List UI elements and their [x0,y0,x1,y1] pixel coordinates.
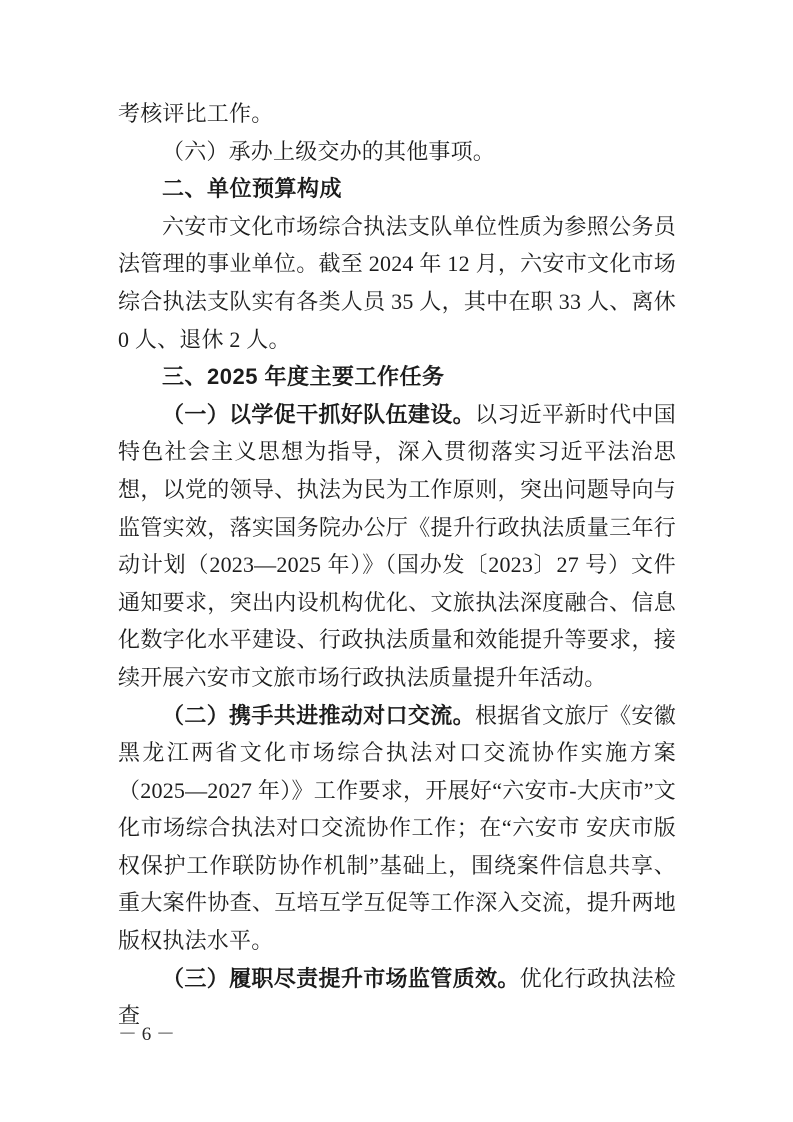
paragraph [118,358,676,396]
paragraph-lead: （二）携手共进推动对口交流。 [162,702,475,728]
document-body [118,95,676,1035]
page-number: － 6 － [118,1024,176,1045]
paragraph [118,95,676,133]
paragraph [118,960,676,1035]
paragraph [118,170,676,208]
paragraph-text: 六安市文化市场综合执法支队单位性质为参照公务员法管理的事业单位。截至 2024 年 12 月，六安市文化市场综合执法支队实有各类人员 35 人，其中在职 33 人、离休 0 人、退休 2 人。 [118,213,676,352]
paragraph [118,133,676,171]
paragraph-lead: （三）履职尽责提升市场监管质效。 [162,965,520,991]
paragraph-text: 考核评比工作。 [118,101,274,126]
paragraph-text: 以习近平新时代中国特色社会主义思想为指导，深入贯彻落实习近平法治思想，以党的领导、执法为民为工作原则，突出问题导向与监管实效，落实国务院办公厅《提升行政执法质量三年行动计划（2023—2025 年）》（国办发〔2023〕27 号）文件通知要求，突出内设机构优化、文旅执法深度融合、信息化数字化水平建设、行政执法质量和效能提升等要求，接续开展六安市文旅市场行政执法质量提升年活动。 [118,401,676,690]
paragraph [118,697,676,960]
paragraph [118,396,676,697]
paragraph-lead: （一）以学促干抓好队伍建设。 [162,401,475,427]
paragraph-text: （六）承办上级交办的其他事项。 [162,138,496,164]
paragraph-text: 优化行政执法检查 [118,965,676,1029]
paragraph-text: 根据省文旅厅《安徽黑龙江两省文化市场综合执法对口交流协作实施方案（2025—2027 年）》工作要求，开展好“六安市-大庆市”文化市场综合执法对口交流协作工作；在“六安市 安庆市版权保护工作联防协作机制”基础上，围绕案件信息共享、重大案件协查、互培互学互促等工作深入交流，提升两地版权执法水平。 [118,702,676,954]
paragraph-text: 二、单位预算构成 [162,176,343,202]
paragraph [118,208,676,358]
paragraph-text: 三、2025 年度主要工作任务 [162,364,445,390]
